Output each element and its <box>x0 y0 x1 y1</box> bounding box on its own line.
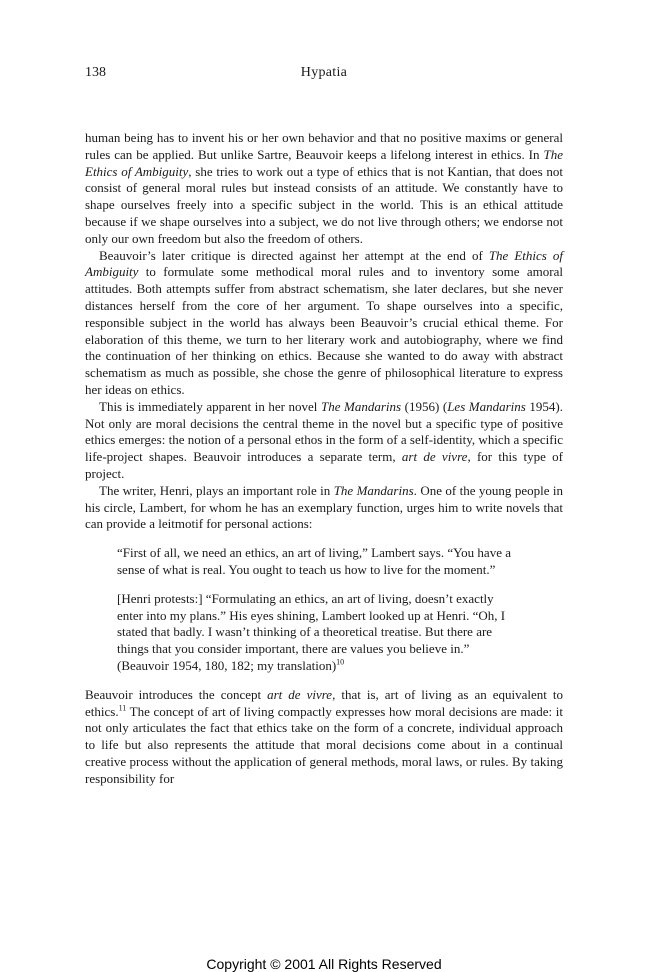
footnote-marker: 11 <box>118 703 127 713</box>
quote-paragraph-2: [Henri protests:] “Formulating an ethics, an art of living, doesn’t exactly enter into my plans.” His eyes shining, Lambert looked up at Henri. “Oh, I stated that badly. I wasn’t thinking of a theoretical treatise. But there are things that you consider important, there are values you believe in.” (Beauvoir 1954, 180, 182; my translation)$^{10}$ <box>117 590 506 673</box>
paragraph-1: human being has to invent his or her own behavior and that no positive maxims or general rules can be applied. But unlike Sartre, Beauvoir keeps a lifelong interest in ethics. In The Ethics of Ambiguity, she tries to work out a type of ethics that is not Kantian, that does not consist of general moral rules but instead consists of an attitude. We constantly have to shape ourselves freely into a specific subject in the world. This is an ethical attitude because if we shape ourselves into a subject, we do not live through others; we endorse not only our own freedom but also the freedom of others. <box>85 130 563 246</box>
copyright-footer: Copyright © 2001 All Rights Reserved <box>206 956 442 972</box>
block-quote <box>117 545 517 675</box>
footnote-marker: 10 <box>336 657 345 667</box>
paragraph-5: Beauvoir introduces the concept art de vivre, that is, art of living as an equivalent to ethics.$^{11}$ The concept of art of living compactly expresses how moral decisions are made: it not only articulates the fact that ethics take on the form of a concrete, individual approach to life but also represents the attitude that moral decisions come about in a continual creative process without the application of general methods, moral laws, or rules. By taking responsibility for <box>85 686 563 786</box>
paragraph-4: The writer, Henri, plays an important role in The Mandarins. One of the young people in his circle, Lambert, for whom he has an exemplary function, urges him to write novels that can provide a leitmotif for personal actions: <box>85 482 563 532</box>
running-head: Hypatia <box>300 65 348 80</box>
page-number: 138 <box>85 65 106 80</box>
body-text <box>85 130 563 787</box>
paragraph-2: Beauvoir’s later critique is directed against her attempt at the end of The Ethics of Ambiguity to formulate some methodical moral rules and to inventory some amoral attitudes. Both attempts suffer from abstract schematism, she later declares, but she never distances herself from the core of her argument. To shape ourselves into a specific, responsible subject in the world has always been Beauvoir’s crucial ethical theme. For elaboration of this theme, we turn to her literary work and autobiography, where we find the continuation of her thinking on ethics. Because she wanted to do away with abstract schematism as much as possible, she chose the genre of philosophical literature to express her ideas on ethics. <box>85 247 563 397</box>
paragraph-3: This is immediately apparent in her novel The Mandarins (1956) (Les Mandarins 1954). Not only are moral decisions the central theme in the novel but a specific type of positive ethics emerges: the notion of a personal ethos in the form of a self-identity, which a specific life-project shapes. Beauvoir introduces a separate term, art de vivre, for this type of project. <box>85 398 563 481</box>
quote-paragraph-1: “First of all, we need an ethics, an art of living,” Lambert says. “You have a sense of what is real. You ought to teach us how to live for the moment.” <box>117 545 511 577</box>
